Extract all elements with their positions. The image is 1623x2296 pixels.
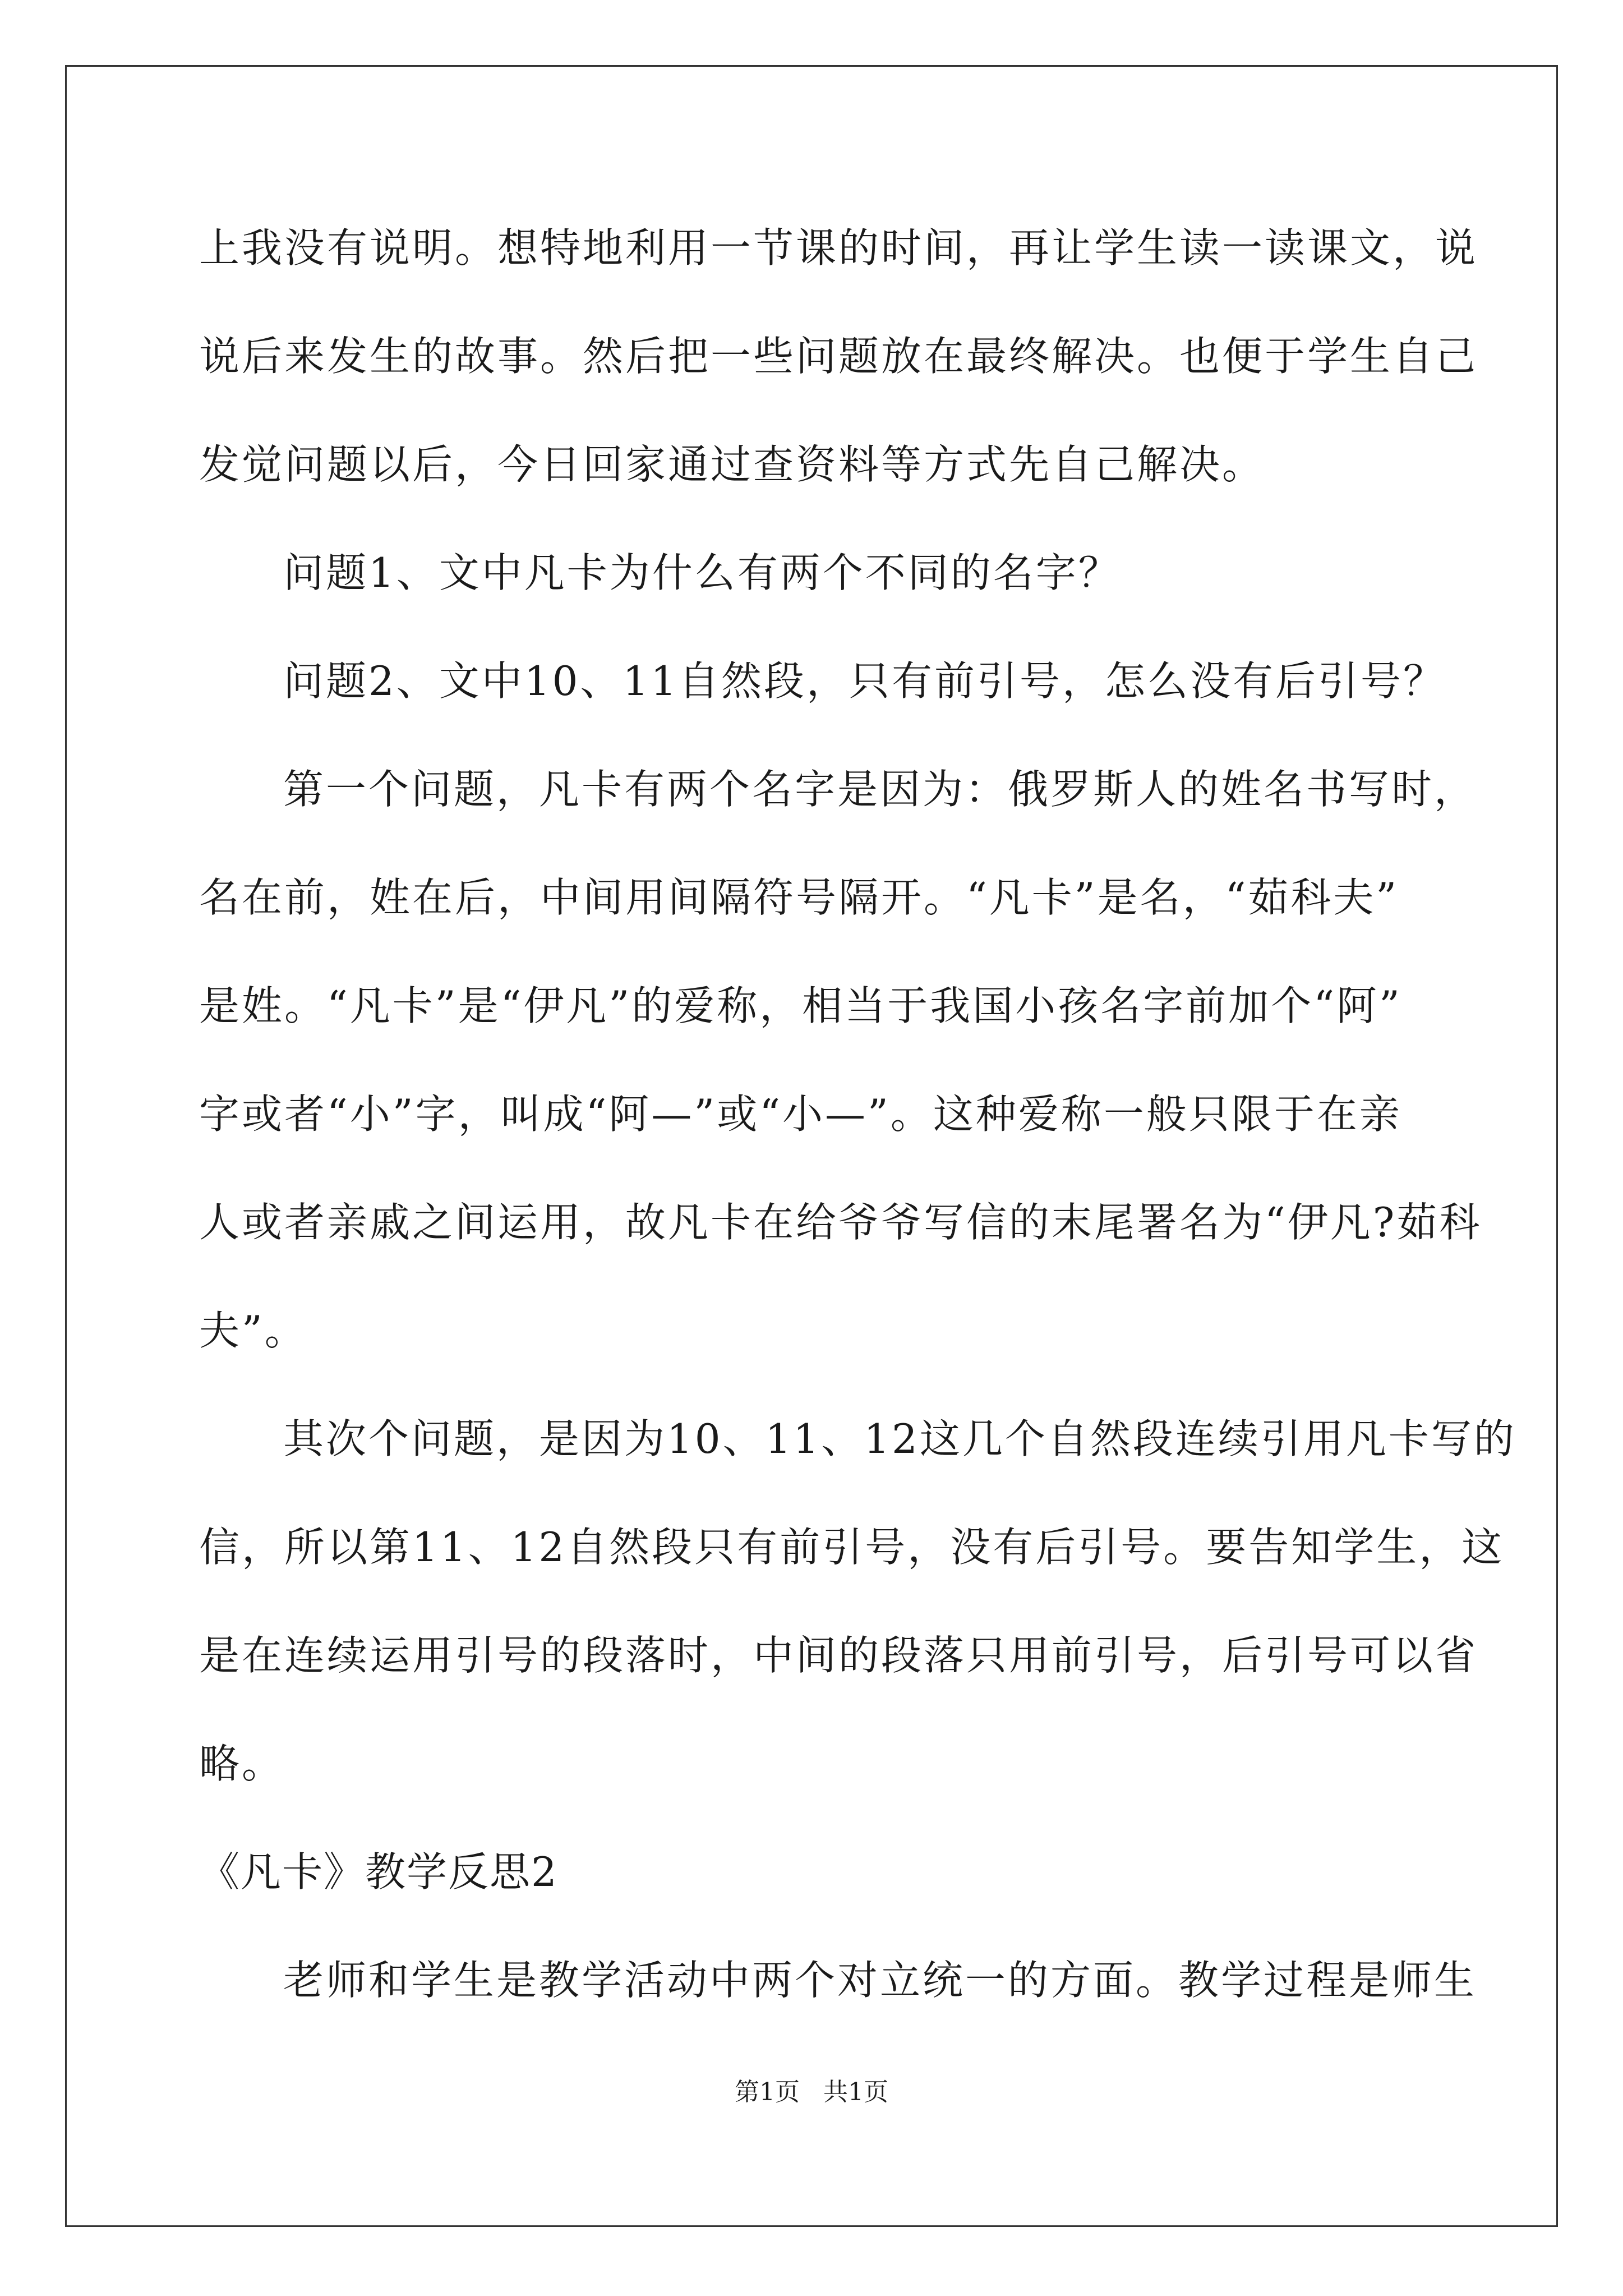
text-line: 发觉问题以后，今日回家通过查资料等方式先自己解决。: [199, 441, 1265, 488]
text-line: 上我没有说明。想特地利用一节课的时间，再让学生读一读课文，说: [199, 224, 1478, 272]
text-line: 老师和学生是教学活动中两个对立统一的方面。教学过程是师生: [283, 1957, 1477, 2004]
section-heading: 《凡卡》教学反思2: [199, 1848, 558, 1895]
text-line: 信，所以第11、12自然段只有前引号，没有后引号。要告知学生，这: [199, 1524, 1505, 1571]
text-line: 问题1、文中凡卡为什么有两个不同的名字？: [283, 549, 1121, 596]
text-line: 夫”。: [199, 1307, 307, 1354]
text-line: 是姓。“凡卡”是“伊凡”的爱称，相当于我国小孩名字前加个“阿”: [199, 982, 1402, 1029]
text-line: 略。: [199, 1740, 285, 1787]
text-line: 说后来发生的故事。然后把一些问题放在最终解决。也便于学生自己: [199, 333, 1478, 380]
text-line: 人或者亲戚之间运用，故凡卡在给爷爷写信的末尾署名为“伊凡?茹科: [199, 1199, 1482, 1246]
text-line: 字或者“小”字，叫成“阿—”或“小—”。这种爱称一般只限于在亲: [199, 1091, 1402, 1138]
document-body: [199, 214, 1516, 2055]
text-line: 问题2、文中10、11自然段，只有前引号，怎么没有后引号？: [283, 657, 1446, 705]
text-line: 其次个问题，是因为10、11、12这几个自然段连续引用凡卡写的: [283, 1415, 1516, 1462]
text-line: 第一个问题，凡卡有两个名字是因为：俄罗斯人的姓名书写时，: [283, 766, 1477, 813]
text-line: 名在前，姓在后，中间用间隔符号隔开。“凡卡”是名，“茹科夫”: [199, 874, 1399, 921]
text-line: 是在连续运用引号的段落时，中间的段落只用前引号，后引号可以省: [199, 1632, 1478, 1679]
page-footer: 第1页 共1页: [735, 2078, 888, 2106]
